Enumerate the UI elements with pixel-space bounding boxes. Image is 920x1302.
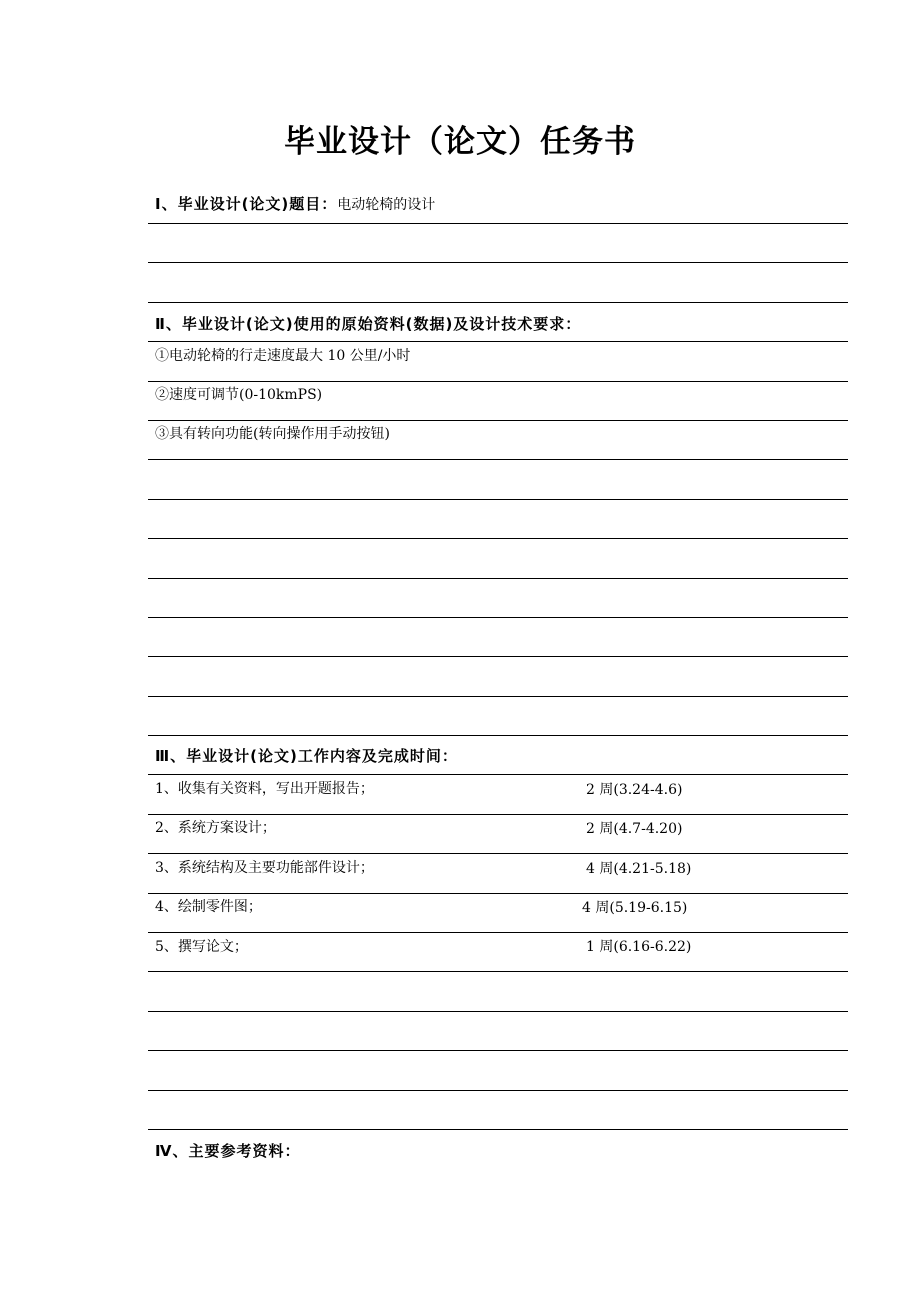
task-3: 3、系统结构及主要功能部件设计； xyxy=(155,860,374,876)
rule xyxy=(148,223,848,224)
rule xyxy=(148,893,848,894)
task-4: 4、绘制零件图； xyxy=(155,899,262,915)
task-1-duration: 2 周(3.24-4.6) xyxy=(586,782,683,798)
rule xyxy=(148,578,848,579)
rule xyxy=(148,814,848,815)
requirement-item-2: ②速度可调节(0-10kmPS) xyxy=(155,387,323,403)
task-2-duration: 2 周(4.7-4.20) xyxy=(586,821,683,837)
section4-heading: Ⅳ、主要参考资料： xyxy=(155,1142,301,1160)
rule xyxy=(148,774,848,775)
section3-heading: Ⅲ、毕业设计(论文)工作内容及完成时间： xyxy=(155,747,458,765)
rule xyxy=(148,1090,848,1091)
task-4-duration: 4 周(5.19-6.15) xyxy=(582,900,688,916)
rule xyxy=(148,1129,848,1130)
rule xyxy=(148,262,848,263)
task-1: 1、收集有关资料，写出开题报告； xyxy=(155,781,374,797)
rule xyxy=(148,853,848,854)
rule xyxy=(148,656,848,657)
section1-row xyxy=(155,193,435,216)
rule xyxy=(148,971,848,972)
rule xyxy=(148,1011,848,1012)
rule xyxy=(148,538,848,539)
document-title: 毕业设计（论文）任务书 xyxy=(284,124,636,160)
section1-value: 电动轮椅的设计 xyxy=(337,197,436,213)
requirement-item-3: ③具有转向功能(转向操作用手动按钮) xyxy=(155,426,390,442)
task-3-duration: 4 周(4.21-5.18) xyxy=(586,861,692,877)
rule xyxy=(148,420,848,421)
task-2: 2、系统方案设计； xyxy=(155,820,276,836)
rule xyxy=(148,1050,848,1051)
rule xyxy=(148,381,848,382)
section1-heading: Ⅰ、毕业设计(论文)题目： xyxy=(155,195,338,213)
rule xyxy=(148,459,848,460)
section2-heading: Ⅱ、毕业设计(论文)使用的原始资料(数据)及设计技术要求： xyxy=(155,315,582,333)
task-5: 5、撰写论文； xyxy=(155,939,248,955)
task-5-duration: 1 周(6.16-6.22) xyxy=(586,939,692,955)
rule xyxy=(148,735,848,736)
rule xyxy=(148,341,848,342)
requirement-item-1: ①电动轮椅的行走速度最大 10 公里/小时 xyxy=(155,348,411,364)
rule xyxy=(148,499,848,500)
rule xyxy=(148,617,848,618)
rule xyxy=(148,696,848,697)
rule xyxy=(148,302,848,303)
rule xyxy=(148,932,848,933)
